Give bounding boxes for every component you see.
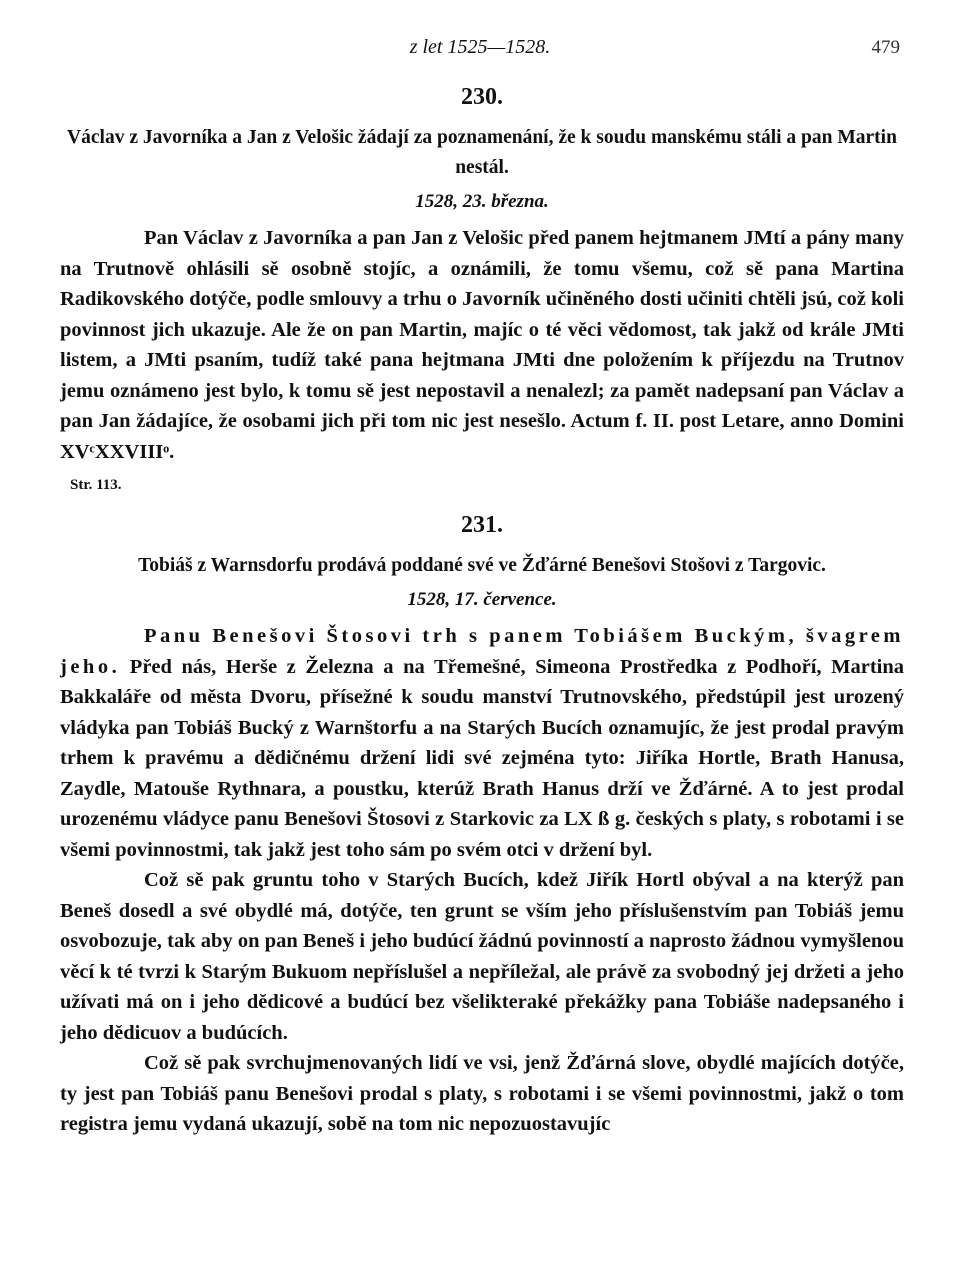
- document-230: [60, 84, 904, 494]
- document-paragraph: [60, 621, 904, 865]
- document-number: 231.: [461, 512, 503, 538]
- running-title: z let 1525—1528.: [409, 36, 551, 58]
- page-number: 479: [871, 37, 900, 58]
- document-231: [60, 512, 904, 1140]
- document-date: 1528, 17. července.: [407, 589, 557, 610]
- document-lead-heading: Panu Benešovi Štosovi trh s panem Tobiášem Buckým, švagrem jeho.: [60, 625, 904, 678]
- document-summary: Václav z Javorníka a Jan z Velošic žádají za poznamenání, že k soudu manskému stáli a pan Martin nestál.: [67, 127, 897, 178]
- document-paragraph-text: Před nás, Herše z Železna a na Třemešné, Simeona Prostředka z Podhoří, Martina Bakkaláře od města Dvoru, přísežné k soudu manství Trutnovského, předstúpil jest urozený vládyka pan Tobiáš Bucký z Warnštorfu a na Starých Bucích oznamujíc, že jest prodal pravým trhem k pravému a dědičnému držení lidi své zejména tyto: Jiříka Hortle, Brath Hanusa, Zaydle, Matouše Rythnara, a poustku, kterúž Brath Hanus drží ve Žďárné. A to jest prodal urozenému vládyce panu Benešovi Štosovi z Starkovic za LX ß g. českých s platy, s robotami i se všemi povinnostmi, tak jakž jest toho sám po svém otci v držení byl.: [60, 655, 904, 861]
- running-header: [60, 36, 900, 60]
- document-summary: Tobiáš z Warnsdorfu prodává poddané své ve Žďárné Benešovi Stošovi z Targovic.: [138, 555, 826, 576]
- document-date: 1528, 23. března.: [415, 191, 549, 212]
- document-paragraph: Což sě pak svrchujmenovaných lidí ve vsi, jenž Žďárná slove, obydlé majících dotýče, ty jest pan Tobiáš panu Benešovi prodal s platy, s robotami i se všemi povinnostmi, jakž o tom registra jemu vydaná ukazují, sobě na tom nic nepozuostavujíc: [60, 1052, 904, 1135]
- page-content: [60, 84, 904, 1140]
- document-number: 230.: [461, 84, 503, 110]
- document-paragraph: Pan Václav z Javorníka a pan Jan z Velošic před panem hejtmanem JMtí a pány many na Trutnově ohlásili sě osobně stojíc, a oznámili, že tomu všemu, což sě pana Martina Radikovského dotýče, podle smlouvy a trhu o Javorník učiněného dosti učiniti chtěli jsú, což koli povinnost jich ukazuje. Ale že on pan Martin, majíc o té věci vědomost, tak jakž od krále JMti listem, a JMti psaním, tudíž také pana hejtmana JMti dne položením k příjezdu na Trutnov jemu oznámeno jest bylo, k tomu sě jest nepostavil a nenalezl; za pamět nadepsaní pan Václav a pan Jan žádajíce, že osobami jich při tom nic jest nesešlo. Actum f. II. post Letare, anno Domini XVᶜXXVIIIᵒ.: [60, 227, 905, 463]
- source-reference: Str. 113.: [70, 477, 122, 493]
- document-paragraph: Což sě pak gruntu toho v Starých Bucích, kdež Jiřík Hortl obýval a na kterýž pan Beneš dosedl a své obydlé má, dotýče, ten grunt se vším jeho příslušenstvím pan Tobiáš jemu osvobozuje, tak aby on pan Beneš i jeho budúcí žádnú povinností a naprosto žádnou vymyšlenou věcí k té tvrzi k Starým Bukuom nepříslušel a nepříležal, ale právě za svobodný jej držeti a jeho užívati má on i jeho dědicové a budúcí bez všelikteraké překážky pana Tobiáše nadepsaného i jeho dědicuov a budúcích.: [60, 869, 904, 1044]
